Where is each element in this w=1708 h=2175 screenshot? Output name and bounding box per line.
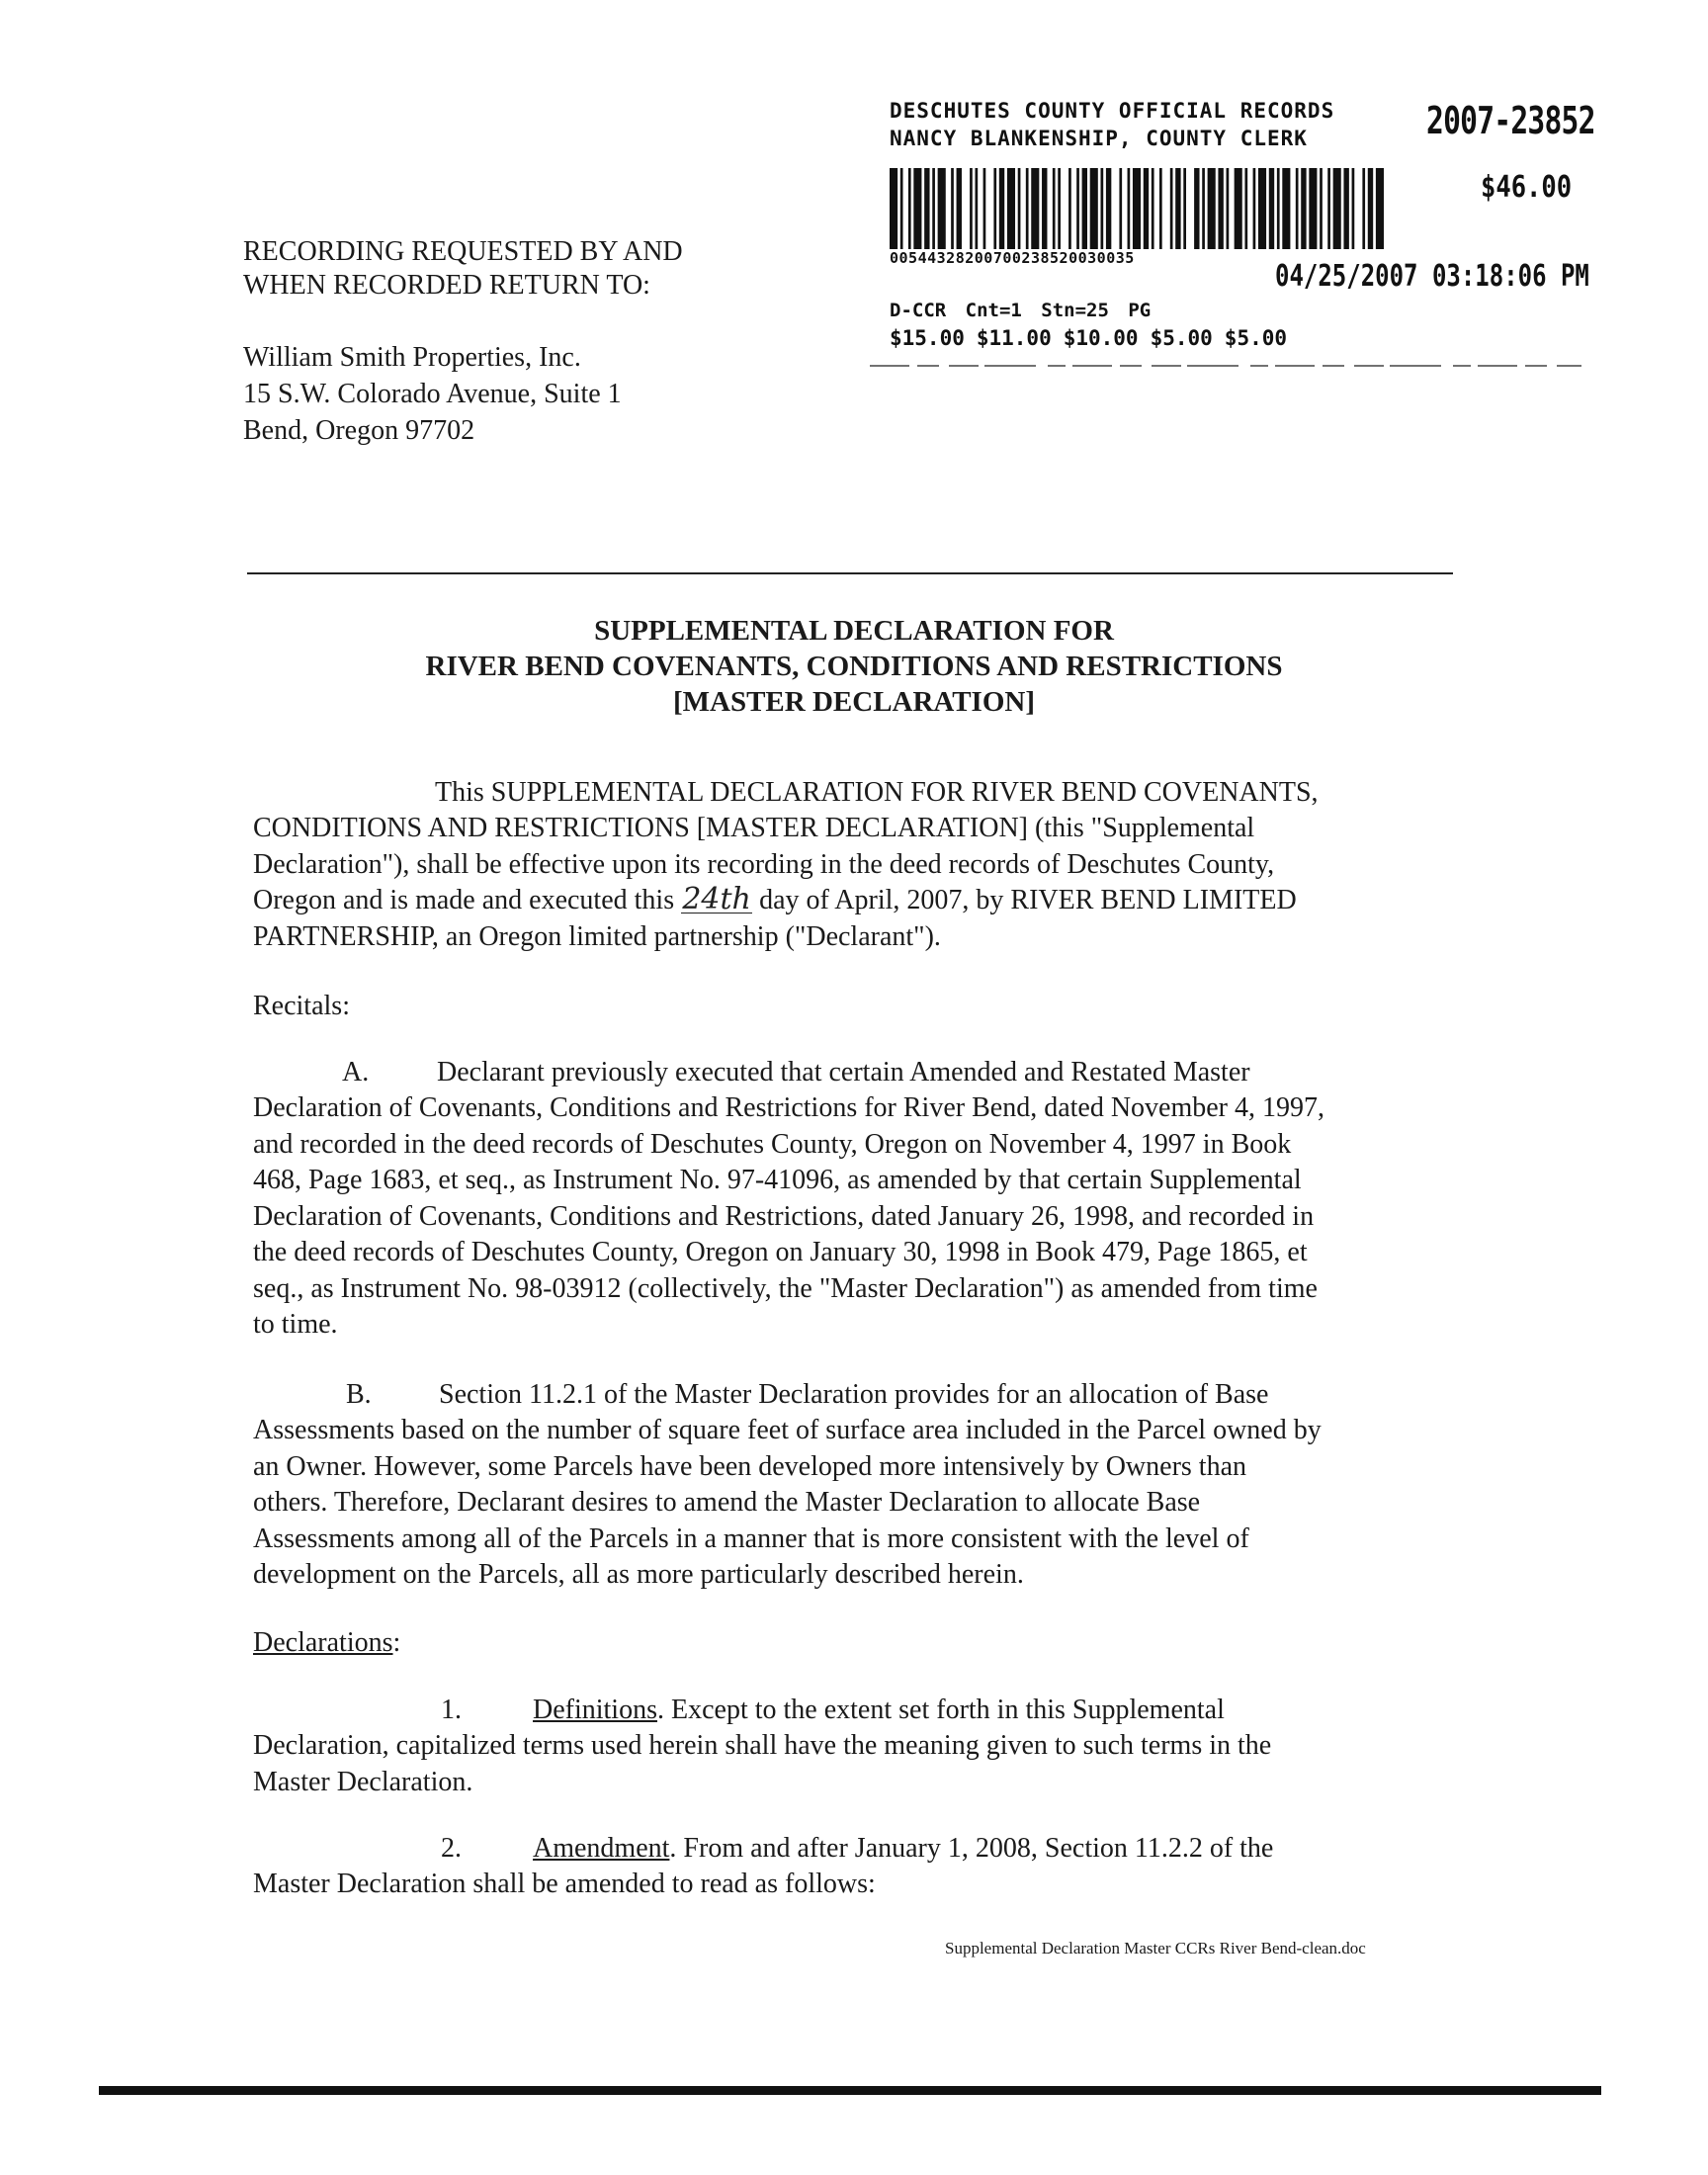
barcode-bar bbox=[983, 168, 986, 249]
recital-a-line-3: and recorded in the deed records of Deschutes County, Oregon on November 4, 1997 in Book bbox=[253, 1128, 1292, 1160]
intro-paragraph bbox=[253, 811, 1459, 955]
section-1-line-3: Master Declaration. bbox=[253, 1766, 473, 1797]
barcode-bar bbox=[1227, 168, 1230, 249]
section-2-line-1 bbox=[533, 1831, 1273, 1868]
recording-codes: D-CCR Cnt=1 Stn=25 PG bbox=[890, 300, 1152, 321]
barcode-bar bbox=[938, 168, 946, 249]
section-2-line-2: Master Declaration shall be amended to read as follows: bbox=[253, 1869, 876, 1899]
barcode-bar bbox=[1376, 168, 1384, 249]
recital-a-line-6: the deed records of Deschutes County, Oregon on January 30, 1998 in Book 479, Page 1865, et bbox=[253, 1237, 1308, 1267]
barcode-bar bbox=[1208, 168, 1216, 249]
barcode-bar bbox=[1368, 168, 1373, 249]
section-1-line-2: Declaration, capitalized terms used herein shall have the meaning given to such terms in the bbox=[253, 1730, 1272, 1761]
barcode-bar bbox=[1152, 168, 1154, 249]
intro-line-4-before: Oregon and is made and executed this bbox=[253, 885, 675, 915]
barcode-bar bbox=[932, 168, 935, 249]
barcode-bar bbox=[1309, 168, 1317, 249]
fee-item: $5.00 bbox=[1150, 326, 1213, 350]
total-fee: $46.00 bbox=[1481, 170, 1573, 205]
fee-item: $5.00 bbox=[1224, 326, 1288, 350]
barcode-bar bbox=[890, 168, 897, 249]
barcode-bar bbox=[1244, 168, 1247, 249]
recital-a-line-8: to time. bbox=[253, 1309, 338, 1340]
return-to-city: Bend, Oregon 97702 bbox=[243, 415, 475, 446]
barcode-bar bbox=[1031, 168, 1039, 249]
recitals-heading: Recitals: bbox=[253, 991, 350, 1021]
return-to-heading-line-2: WHEN RECORDED RETURN TO: bbox=[243, 270, 650, 301]
header-divider bbox=[247, 572, 1453, 574]
intro-line-1: This SUPPLEMENTAL DECLARATION FOR RIVER BEND COVENANTS, bbox=[435, 777, 1319, 808]
recital-a-line-4: 468, Page 1683, et seq., as Instrument No. 97-41096, as amended by that certain Supplemental bbox=[253, 1165, 1302, 1195]
intro-line-2: CONDITIONS AND RESTRICTIONS [MASTER DECLARATION] (this "Supplemental bbox=[253, 813, 1255, 843]
barcode-bar bbox=[1282, 168, 1290, 249]
section-1-number: 1. bbox=[441, 1695, 462, 1725]
recital-b-line-1: Section 11.2.1 of the Master Declaration provides for an allocation of Base bbox=[439, 1379, 1269, 1410]
recital-a-line-5: Declaration of Covenants, Conditions and Restrictions, dated January 26, 1998, and recorded in bbox=[253, 1200, 1315, 1232]
barcode-bar bbox=[1175, 168, 1180, 249]
recital-a-line-7: seq., as Instrument No. 98-03912 (collectively, the "Master Declaration") as amended from time bbox=[253, 1272, 1318, 1304]
recording-office-line-2: NANCY BLANKENSHIP, COUNTY CLERK bbox=[890, 127, 1308, 150]
return-to-street: 15 S.W. Colorado Avenue, Suite 1 bbox=[243, 379, 622, 409]
return-to-heading bbox=[243, 235, 683, 303]
handwritten-day: 24th bbox=[682, 882, 751, 916]
barcode-bar bbox=[1119, 168, 1122, 249]
barcode-bar bbox=[1090, 168, 1098, 249]
fee-item: $11.00 bbox=[976, 326, 1052, 350]
barcode-bar bbox=[1277, 168, 1280, 249]
barcode-bar bbox=[951, 168, 954, 249]
recital-a-marker: A. bbox=[342, 1057, 370, 1088]
recording-date-time: 04/25/2007 03:18:06 PM bbox=[1275, 259, 1589, 294]
barcode-bar bbox=[1007, 168, 1015, 249]
barcode-bar bbox=[1218, 168, 1223, 249]
barcode-bar bbox=[1068, 168, 1071, 249]
recital-b-line-4: others. Therefore, Declarant desires to amend the Master Declaration to allocate Base bbox=[253, 1487, 1201, 1518]
intro-line-3: Declaration"), shall be effective upon its recording in the deed records of Deschutes County, bbox=[253, 848, 1275, 880]
barcode-bar bbox=[908, 168, 911, 249]
barcode-bar bbox=[1058, 168, 1061, 249]
barcode-bar bbox=[1269, 168, 1274, 249]
section-2-heading: Amendment bbox=[533, 1833, 670, 1864]
recital-a-line-2: Declaration of Covenants, Conditions and Restrictions for River Bend, dated November 4, 1997, bbox=[253, 1092, 1325, 1123]
intro-line-4-after: day of April, 2007, by RIVER BEND LIMITED bbox=[759, 885, 1297, 915]
barcode-bar bbox=[993, 168, 996, 249]
title-line-2: RIVER BEND COVENANTS, CONDITIONS AND RESTRICTIONS bbox=[425, 651, 1283, 682]
section-2-number: 2. bbox=[441, 1833, 462, 1864]
title-line-1: SUPPLEMENTAL DECLARATION FOR bbox=[594, 615, 1114, 647]
barcode-bar bbox=[1202, 168, 1205, 249]
barcode-bar bbox=[1333, 168, 1341, 249]
recital-a-paragraph bbox=[253, 1090, 1459, 1344]
barcode-bar bbox=[1133, 168, 1141, 249]
recital-b-marker: B. bbox=[346, 1379, 372, 1410]
barcode-image bbox=[890, 168, 1384, 249]
barcode-bar bbox=[1128, 168, 1131, 249]
fee-item: $15.00 bbox=[890, 326, 965, 350]
barcode-bar bbox=[924, 168, 929, 249]
barcode-bar bbox=[1301, 168, 1306, 249]
return-to-name: William Smith Properties, Inc. bbox=[243, 342, 581, 373]
section-1-paragraph bbox=[253, 1728, 1459, 1800]
barcode-bar bbox=[1082, 168, 1087, 249]
recital-b-paragraph bbox=[253, 1413, 1459, 1594]
barcode-bar bbox=[1253, 168, 1256, 249]
barcode-bar bbox=[913, 168, 921, 249]
barcode-bar bbox=[1144, 168, 1149, 249]
recital-b-line-3: an Owner. However, some Parcels have been developed more intensively by Owners than bbox=[253, 1450, 1247, 1482]
footer-filename: Supplemental Declaration Master CCRs River Bend-clean.doc bbox=[945, 1939, 1366, 1958]
section-2-line-1-rest: . From and after January 1, 2008, Section 11.2.2 of the bbox=[669, 1833, 1274, 1864]
barcode-bar bbox=[1352, 168, 1355, 249]
section-1-heading: Definitions bbox=[533, 1695, 657, 1725]
barcode-bar bbox=[970, 168, 973, 249]
barcode-bar bbox=[1026, 168, 1029, 249]
document-number: 2007-23852 bbox=[1426, 99, 1595, 142]
recording-fees bbox=[890, 326, 1299, 350]
recital-b-line-6: development on the Parcels, all as more particularly described herein. bbox=[253, 1559, 1024, 1590]
barcode-number: 00544328200700238520030035 bbox=[890, 249, 1135, 267]
fee-item: $10.00 bbox=[1063, 326, 1139, 350]
barcode-bar bbox=[975, 168, 978, 249]
barcode-bar bbox=[957, 168, 962, 249]
barcode-bar bbox=[1159, 168, 1162, 249]
barcode-bar bbox=[1320, 168, 1323, 249]
recording-office bbox=[890, 97, 1334, 152]
section-2-paragraph bbox=[253, 1867, 1459, 1903]
barcode-bar bbox=[999, 168, 1004, 249]
recording-office-line-1: DESCHUTES COUNTY OFFICIAL RECORDS bbox=[890, 99, 1335, 123]
declarations-heading-text: Declarations bbox=[253, 1627, 393, 1658]
intro-line-4 bbox=[253, 883, 1459, 919]
barcode-bar bbox=[1170, 168, 1173, 249]
section-1-line-1-rest: . Except to the extent set forth in this Supplemental bbox=[657, 1695, 1225, 1725]
return-to-heading-line-1: RECORDING REQUESTED BY AND bbox=[243, 236, 683, 267]
barcode-bar bbox=[1362, 168, 1365, 249]
barcode-bar bbox=[1018, 168, 1021, 249]
barcode-bar bbox=[1183, 168, 1186, 249]
title-line-3: [MASTER DECLARATION] bbox=[672, 686, 1035, 718]
barcode-bar bbox=[1343, 168, 1348, 249]
recital-b-line-2: Assessments based on the number of square feet of surface area included in the Parcel owned by bbox=[253, 1415, 1322, 1445]
declarations-heading-colon: : bbox=[392, 1627, 401, 1658]
barcode-bar bbox=[1101, 168, 1104, 249]
barcode-bar bbox=[1194, 168, 1199, 249]
barcode-bar bbox=[1076, 168, 1079, 249]
stamp-underline bbox=[870, 364, 1581, 368]
declarations-heading bbox=[253, 1625, 400, 1662]
recital-b-line-5: Assessments among all of the Parcels in a manner that is more consistent with the level of bbox=[253, 1522, 1249, 1554]
section-1-line-1 bbox=[533, 1693, 1225, 1729]
intro-line-5: PARTNERSHIP, an Oregon limited partnership ("Declarant"). bbox=[253, 920, 941, 952]
barcode-bar bbox=[1106, 168, 1111, 249]
barcode-bar bbox=[1296, 168, 1299, 249]
bottom-rule bbox=[99, 2086, 1601, 2095]
document-title bbox=[0, 613, 1708, 720]
barcode-bar bbox=[1042, 168, 1047, 249]
barcode-bar bbox=[900, 168, 903, 249]
recital-a-line-1: Declarant previously executed that certain Amended and Restated Master bbox=[437, 1057, 1250, 1088]
barcode-bar bbox=[1327, 168, 1330, 249]
barcode-bar bbox=[1235, 168, 1242, 249]
barcode-bar bbox=[1053, 168, 1056, 249]
barcode-bar bbox=[1258, 168, 1266, 249]
return-to-address bbox=[243, 339, 622, 449]
